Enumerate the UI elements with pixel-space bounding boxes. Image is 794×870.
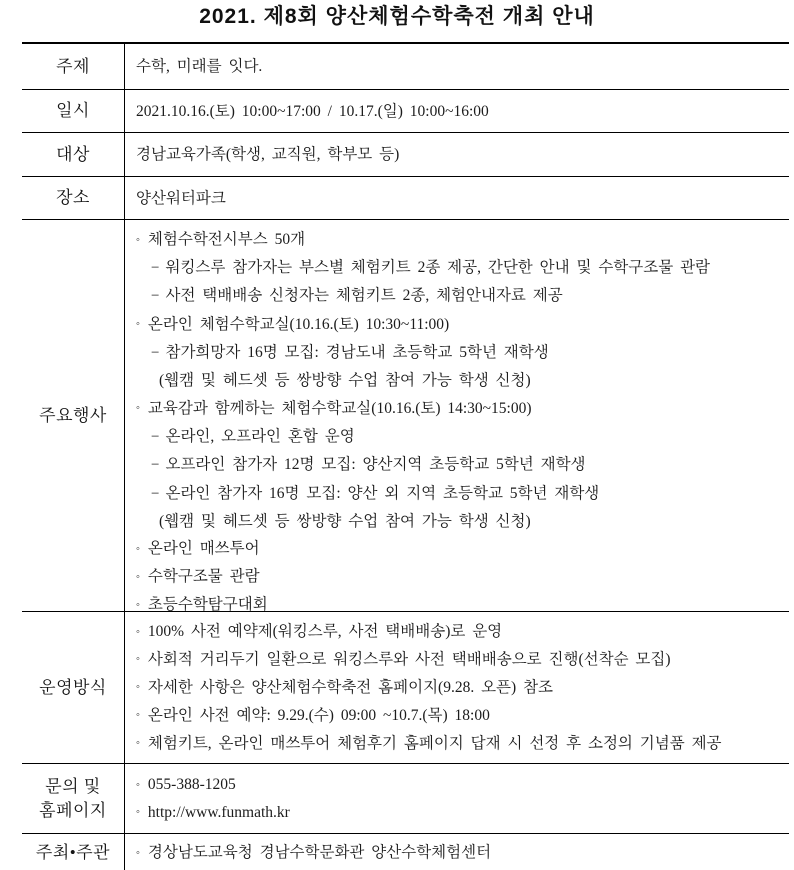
content-text: 사회적 거리두기 일환으로 워킹스루와 사전 택배배송으로 진행(선착순 모집) (147, 650, 671, 668)
bullet-marker-icon: ◦ (136, 681, 140, 694)
table-row-operation (22, 612, 789, 764)
content-line (136, 674, 789, 702)
row-label-line: 주요행사 (39, 405, 107, 425)
content-line (136, 508, 789, 535)
content-text: 양산워터파크 (136, 189, 226, 207)
bullet-marker-icon: ◦ (136, 598, 140, 611)
content-text: 055-388-1205 (147, 776, 236, 793)
dash-marker-icon: − (151, 288, 160, 305)
content-line (136, 839, 789, 867)
content-line (136, 771, 789, 799)
content-text: 수학구조물 관람 (147, 568, 260, 586)
bullet-marker-icon: ◦ (136, 402, 140, 415)
content-line (136, 282, 789, 310)
row-content-hosts (125, 834, 789, 870)
row-content-topic (125, 44, 789, 89)
table-row-main-events (22, 220, 789, 612)
content-line (136, 98, 789, 125)
bullet-marker-icon: ◦ (136, 778, 140, 791)
table-row-contact (22, 764, 789, 834)
row-label-operation (22, 612, 125, 763)
content-text: 2021.10.16.(토) 10:00~17:00 / 10.17.(일) 10:00~16:00 (136, 102, 489, 120)
content-text: 경남교육가족(학생, 교직원, 학부모 등) (136, 146, 400, 163)
bullet-marker-icon: ◦ (136, 737, 140, 750)
table-row-venue (22, 177, 789, 220)
row-label-line: 운영방식 (39, 677, 107, 697)
row-label-audience (22, 133, 125, 176)
row-label-venue (22, 177, 125, 219)
table-row-datetime (22, 90, 789, 133)
content-line (136, 799, 789, 827)
table-row-audience (22, 133, 789, 177)
row-label-topic (22, 44, 125, 89)
content-line (136, 185, 789, 212)
row-label-line: 주제 (56, 56, 90, 76)
content-line (136, 423, 789, 451)
content-line (136, 646, 789, 674)
content-text: (웹캠 및 헤드셋 등 쌍방향 수업 참여 가능 학생 신청) (159, 513, 531, 531)
row-content-datetime (125, 90, 789, 132)
content-line (136, 563, 789, 591)
row-label-line: 일시 (56, 101, 90, 120)
content-text: http://www.funmath.kr (147, 803, 290, 821)
content-text: 체험수학전시부스 50개 (147, 231, 306, 248)
content-text: (웹캠 및 헤드셋 등 쌍방향 수업 참여 가능 학생 신청) (159, 372, 531, 390)
dash-marker-icon: − (151, 259, 160, 276)
row-label-line: 문의 및 (45, 776, 101, 796)
dash-marker-icon: − (151, 457, 160, 474)
content-text: 워킹스루 참가자는 부스별 체험키트 2종 제공, 간단한 안내 및 수학구조물 관람 (165, 258, 711, 276)
content-line (136, 702, 789, 730)
dash-marker-icon: − (151, 428, 160, 445)
content-line (136, 535, 789, 563)
bullet-marker-icon: ◦ (136, 709, 140, 722)
content-line (136, 226, 789, 254)
row-label-line: 홈페이지 (39, 800, 107, 820)
row-label-contact (22, 764, 125, 833)
bullet-marker-icon: ◦ (136, 542, 140, 555)
table-row-topic (22, 44, 789, 90)
page-title: 2021. 제8회 양산체험수학축전 개최 안내 (199, 5, 595, 28)
row-content-venue (125, 177, 789, 219)
bullet-marker-icon: ◦ (136, 318, 140, 331)
table-row-hosts (22, 834, 789, 870)
content-text: 온라인 사전 예약: 9.29.(수) 09:00 ~10.7.(목) 18:00 (147, 706, 490, 724)
content-line (136, 339, 789, 367)
row-content-main-events (125, 220, 789, 614)
content-line (136, 395, 789, 423)
content-text: 참가희망자 16명 모집: 경남도내 초등학교 5학년 재학생 (165, 343, 549, 361)
bullet-marker-icon: ◦ (136, 846, 140, 859)
row-label-datetime (22, 90, 125, 132)
bullet-marker-icon: ◦ (136, 625, 140, 638)
bullet-marker-icon: ◦ (136, 570, 140, 583)
bullet-marker-icon: ◦ (136, 653, 140, 666)
row-label-main-events (22, 220, 125, 611)
content-text: 온라인 체험수학교실(10.16.(토) 10:30~11:00) (147, 315, 450, 333)
content-line (136, 367, 789, 394)
content-line (136, 53, 789, 80)
row-content-contact (125, 764, 789, 833)
content-line (136, 311, 789, 339)
content-line (136, 730, 789, 758)
row-content-operation (125, 612, 789, 763)
content-text: 초등수학탐구대회 (147, 596, 268, 614)
content-text: 온라인 매쓰투어 (147, 540, 260, 558)
content-line (136, 141, 789, 168)
content-text: 체험키트, 온라인 매쓰투어 체험후기 홈페이지 답재 시 선정 후 소정의 기념품 제공 (147, 734, 722, 752)
content-text: 교육감과 함께하는 체험수학교실(10.16.(토) 14:30~15:00) (147, 399, 532, 417)
content-line (136, 254, 789, 282)
content-line (136, 451, 789, 479)
dash-marker-icon: − (151, 344, 160, 361)
content-text: 사전 택배배송 신청자는 체험키트 2종, 체험안내자료 제공 (165, 287, 563, 305)
content-text: 오프라인 참가자 12명 모집: 양산지역 초등학교 5학년 재학생 (165, 456, 586, 474)
row-label-line: 주최•주관 (35, 843, 111, 862)
content-line (136, 480, 789, 508)
content-text: 자세한 사항은 양산체험수학축전 홈페이지(9.28. 오픈) 참조 (147, 678, 554, 696)
content-text: 100% 사전 예약제(워킹스루, 사전 택배배송)로 운영 (147, 623, 503, 640)
content-text: 온라인 참가자 16명 모집: 양산 외 지역 초등학교 5학년 재학생 (165, 484, 600, 502)
row-label-hosts (22, 834, 125, 870)
content-text: 온라인, 오프라인 혼합 운영 (165, 427, 355, 445)
row-content-audience (125, 133, 789, 176)
info-table (22, 42, 789, 870)
row-label-line: 대상 (56, 144, 90, 164)
bullet-marker-icon: ◦ (136, 806, 140, 818)
content-text: 경상남도교육청 경남수학문화관 양산수학체험센터 (147, 844, 492, 862)
dash-marker-icon: − (151, 485, 160, 502)
content-text: 수학, 미래를 잇다. (136, 58, 263, 75)
content-line (136, 618, 789, 646)
row-label-line: 장소 (56, 188, 90, 207)
bullet-marker-icon: ◦ (136, 233, 140, 246)
